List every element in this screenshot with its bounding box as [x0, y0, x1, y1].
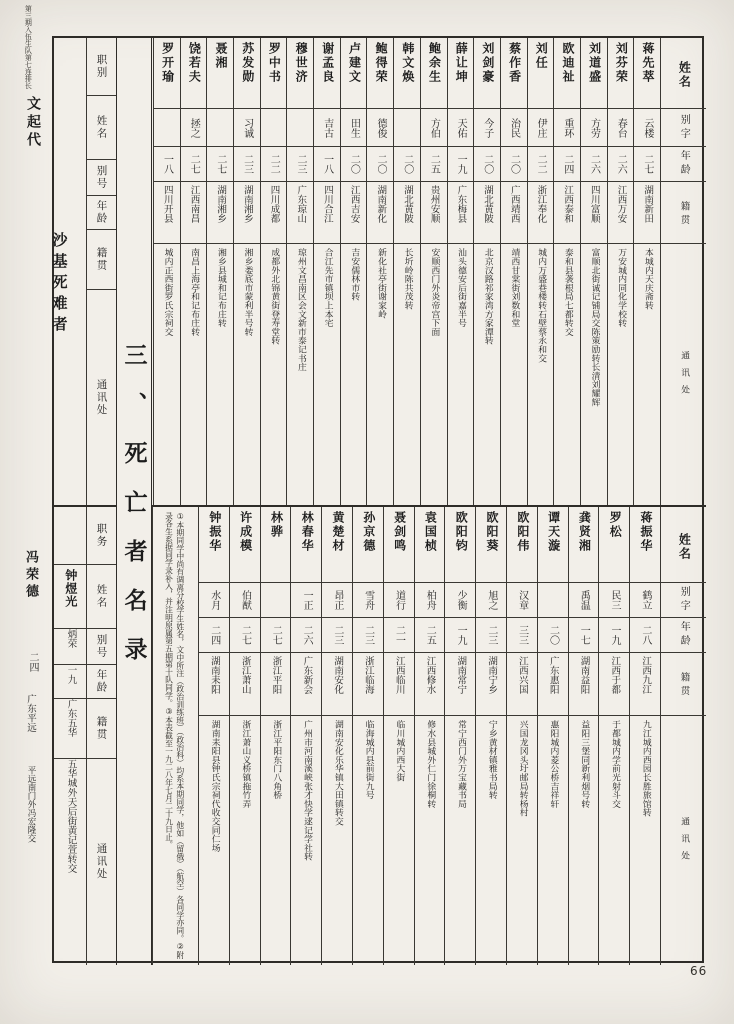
- header-address: 通讯处: [95, 378, 108, 417]
- person-name-cell: 苏发勋: [234, 38, 260, 109]
- person-origin-cell: 广西靖西: [501, 182, 527, 244]
- section-title: 三、死亡者名录: [116, 38, 152, 965]
- header-name: 姓名: [87, 565, 116, 629]
- person-age-cell: 二七: [181, 147, 207, 182]
- person-name-cell: 卢建文: [341, 38, 367, 109]
- person-origin-cell: 四川富顺: [581, 182, 607, 244]
- person-address-cell: 富顺北街诚记铺局交陈策励转长清刘耀辉: [589, 248, 600, 407]
- person-name-cell: 林骅: [261, 507, 291, 583]
- person-name-cell: 饶若夫: [181, 38, 207, 109]
- person-column: [206, 38, 233, 505]
- person-address-cell: 惠阳城内菱公桥吉祥轩: [548, 720, 559, 808]
- person-origin-cell: 广东惠阳: [538, 653, 568, 716]
- person-origin-cell: 湖南湘乡: [207, 182, 233, 244]
- mini-data-column: [54, 38, 86, 505]
- header-age: 年龄: [87, 665, 116, 699]
- person-alias-cell: 今子: [474, 109, 500, 147]
- person-age-cell: 一九: [54, 665, 86, 699]
- person-origin-cell: 江西泰和: [554, 182, 580, 244]
- person-name-cell: 罗松: [599, 507, 629, 583]
- margin-person-address: 平远南门外冯宏隆交: [26, 766, 37, 843]
- header-name: 姓名: [661, 38, 706, 109]
- header-name: 姓名: [87, 96, 116, 160]
- person-age-cell: 二三: [353, 618, 383, 653]
- person-column: [447, 38, 474, 505]
- person-column: [393, 38, 420, 505]
- person-origin-cell: 江西于都: [599, 653, 629, 716]
- person-name-cell: 欧阳葵: [476, 507, 506, 583]
- person-column: [580, 38, 607, 505]
- person-origin-cell: 江西万安: [608, 182, 634, 244]
- person-alias-cell: 德俊: [367, 109, 393, 147]
- person-address-cell: 修水县城外仁门徐桐转: [425, 720, 436, 808]
- person-origin-cell: 江西兴国: [507, 653, 537, 716]
- person-age-cell: 二六: [608, 147, 634, 182]
- page-number: 66: [690, 964, 708, 978]
- person-address-cell: 靖西甘棠街刘数和堂: [509, 248, 520, 328]
- person-column: [233, 38, 260, 505]
- header-origin: 籍贯: [661, 182, 706, 244]
- person-alias-cell: [261, 109, 287, 147]
- person-origin-cell: 浙江临海: [353, 653, 383, 716]
- person-alias-cell: 水月: [199, 583, 229, 618]
- person-alias-cell: 旭之: [476, 583, 506, 618]
- person-address-cell: 湖南安化乐华镇大田镇转交: [332, 720, 343, 826]
- header-name: 姓名: [661, 507, 706, 583]
- person-age-cell: 二二: [528, 147, 554, 182]
- person-alias-cell: 田生: [341, 109, 367, 147]
- person-column: [352, 507, 383, 965]
- person-column: [553, 38, 580, 505]
- person-alias-cell: 习诚: [234, 109, 260, 147]
- person-column: [506, 507, 537, 965]
- person-name-cell: 鲍余生: [421, 38, 447, 109]
- person-column: [260, 507, 291, 965]
- person-alias-cell: 鹤立: [630, 583, 660, 618]
- person-alias-cell: [207, 109, 233, 147]
- person-origin-cell: 浙江萧山: [230, 653, 260, 716]
- person-address-cell: 本城内天庆斋转: [642, 248, 653, 310]
- person-age-cell: 一八: [154, 147, 180, 182]
- person-alias-cell: 炳荣: [54, 629, 86, 665]
- person-age-cell: 二三: [476, 618, 506, 653]
- header-age: 年龄: [661, 147, 706, 182]
- person-name-cell: 聂湘: [207, 38, 233, 109]
- person-origin-cell: 湖南耒阳: [199, 653, 229, 716]
- person-origin-cell: 四川开县: [154, 182, 180, 244]
- person-alias-cell: 拯之: [181, 109, 207, 147]
- roster-header-column: [660, 507, 706, 965]
- person-age-cell: 二〇: [394, 147, 420, 182]
- person-alias-cell: 吉古: [314, 109, 340, 147]
- person-column: [444, 507, 475, 965]
- person-column: [633, 38, 660, 505]
- shaji-group-table: [54, 38, 116, 507]
- person-column: [313, 38, 340, 505]
- person-column: [180, 38, 207, 505]
- person-origin-cell: 湖南常宁: [445, 653, 475, 716]
- margin-person-name: 文起代: [25, 96, 41, 150]
- person-origin-cell: 江西九江: [630, 653, 660, 716]
- person-address-cell: 城内正西街罗氏宗祠交: [162, 248, 173, 336]
- person-age-cell: 二四: [554, 147, 580, 182]
- margin-person-origin: 广东平远: [24, 694, 36, 732]
- person-address-cell: 成都外北锦黄街登寿堂转: [269, 248, 280, 345]
- person-address-cell: 泰和县袭根局七都转交: [562, 248, 573, 336]
- person-name-cell: 穆世济: [287, 38, 313, 109]
- header-origin: 籍贯: [661, 653, 706, 716]
- person-column: [321, 507, 352, 965]
- person-alias-cell: 道行: [384, 583, 414, 618]
- person-origin-cell: 四川合江: [314, 182, 340, 244]
- person-name-cell: 谭天漩: [538, 507, 568, 583]
- person-address-cell: 城内万盛巷楼转石壁蔡永和交: [536, 248, 547, 363]
- header-address: 通讯处: [679, 817, 690, 868]
- person-name-cell: 孙京德: [353, 507, 383, 583]
- person-origin-cell: 湖南安化: [322, 653, 352, 716]
- person-origin-cell: 广东琼山: [287, 182, 313, 244]
- person-column: [366, 38, 393, 505]
- person-origin-cell: 浙江平阳: [261, 653, 291, 716]
- footnote-column: [152, 507, 198, 965]
- person-age-cell: 二三: [234, 147, 260, 182]
- person-column: [537, 507, 568, 965]
- person-alias-cell: 云楼: [634, 109, 660, 147]
- group-label: 沙基死难者: [52, 231, 88, 333]
- header-address: 通讯处: [95, 843, 108, 881]
- person-alias-cell: 民三: [599, 583, 629, 618]
- person-name-cell: 黄楚材: [322, 507, 352, 583]
- person-age-cell: 二八: [630, 618, 660, 653]
- person-alias-cell: 伯猷: [230, 583, 260, 618]
- person-age-cell: 二〇: [341, 147, 367, 182]
- roster-table-bottom: [198, 507, 706, 965]
- margin-person-name: 冯荣德: [23, 550, 38, 601]
- person-age-cell: 二七: [261, 618, 291, 653]
- person-column: [260, 38, 287, 505]
- person-address-cell: 汕头德安后街嘉半号: [456, 248, 467, 328]
- person-address-cell: 安顺西门外炎帝宫下面: [429, 248, 440, 336]
- person-name-cell: 韩文焕: [394, 38, 420, 109]
- person-address-cell: 浙江萧山义桥镇拖竹弄: [240, 720, 251, 808]
- person-name-cell: 蒋先萃: [634, 38, 660, 109]
- person-address-cell: 吉安儒林市转: [349, 248, 360, 301]
- person-name-cell: 刘剑豪: [474, 38, 500, 109]
- person-origin-cell: 江西临川: [384, 653, 414, 716]
- mini-header-column: [86, 38, 116, 505]
- person-name-cell: 谢孟良: [314, 38, 340, 109]
- person-address-cell: 于都城内学前光射斗交: [610, 720, 621, 808]
- person-age-cell: 一九: [445, 618, 475, 653]
- person-alias-cell: 汉章: [507, 583, 537, 618]
- person-age-cell: 二〇: [538, 618, 568, 653]
- person-alias-cell: 伊庄: [528, 109, 554, 147]
- person-address-cell: 广州市河南溪峡张才快学逑记学社转: [302, 720, 313, 861]
- header-alias: 别号: [87, 629, 116, 665]
- person-column: [629, 507, 660, 965]
- person-age-cell: 一八: [314, 147, 340, 182]
- person-address-cell: 临海城内县前街九号: [363, 720, 374, 800]
- person-name-cell: 钟振华: [199, 507, 229, 583]
- person-age-cell: 二〇: [367, 147, 393, 182]
- header-origin: 籍贯: [87, 699, 116, 759]
- margin-unit-note: 第三期入伍生队第七连排长: [24, 5, 33, 89]
- person-column: [229, 507, 260, 965]
- person-address-cell: 临川城内西大街: [394, 720, 405, 782]
- person-address-cell: 宁乡黄材镇雅书局转: [486, 720, 497, 800]
- person-name-cell: 钟煜光: [54, 565, 86, 629]
- person-age-cell: 二〇: [474, 147, 500, 182]
- person-age-cell: 二五: [415, 618, 445, 653]
- person-origin-cell: 湖北黄陂: [394, 182, 420, 244]
- person-name-cell: 蔡作香: [501, 38, 527, 109]
- person-alias-cell: 方伯: [421, 109, 447, 147]
- person-origin-cell: 湖南新化: [367, 182, 393, 244]
- person-column: [198, 507, 229, 965]
- person-age-cell: 二一: [384, 618, 414, 653]
- person-origin-cell: 四川成都: [261, 182, 287, 244]
- person-age-cell: 一九: [599, 618, 629, 653]
- person-column: [290, 507, 321, 965]
- roster-header-column: [660, 38, 706, 505]
- person-alias-cell: [287, 109, 313, 147]
- person-alias-cell: 一正: [291, 583, 321, 618]
- person-alias-cell: 治民: [501, 109, 527, 147]
- person-column: [286, 38, 313, 505]
- person-name-cell: 欧阳伟: [507, 507, 537, 583]
- person-origin-cell: 湖南新田: [634, 182, 660, 244]
- person-column: [527, 38, 554, 505]
- person-alias-cell: 重环: [554, 109, 580, 147]
- person-address-cell: 长圻岭陈共茂转: [402, 248, 413, 310]
- person-name-cell: 罗开瑜: [154, 38, 180, 109]
- person-address-cell: 浙江平阳东门八角桥: [271, 720, 282, 800]
- person-column: [420, 38, 447, 505]
- person-name-cell: 欧迪祉: [554, 38, 580, 109]
- person-origin-cell: 广东新会: [291, 653, 321, 716]
- person-alias-cell: [154, 109, 180, 147]
- person-alias-cell: 春台: [608, 109, 634, 147]
- person-name-cell: 袁国桢: [415, 507, 445, 583]
- person-alias-cell: 柏舟: [415, 583, 445, 618]
- mini-header-column: [86, 507, 116, 965]
- person-origin-cell: 贵州安顺: [421, 182, 447, 244]
- person-origin-cell: 广东五华: [54, 699, 86, 759]
- person-alias-cell: 昂正: [322, 583, 352, 618]
- mini-data-column: [54, 507, 86, 965]
- person-address-cell: 益阳三堡同新利烟号转: [579, 720, 590, 808]
- person-address-cell: 南昌上海亭和记布庄转: [189, 248, 200, 336]
- person-origin-cell: 湖南湘乡: [234, 182, 260, 244]
- person-name-cell: 蒋振华: [630, 507, 660, 583]
- header-duty: 职别: [87, 38, 116, 96]
- person-age-cell: 二三: [287, 147, 313, 182]
- person-name-cell: 欧阳钧: [445, 507, 475, 583]
- person-name-cell: 许成模: [230, 507, 260, 583]
- header-origin: 籍贯: [87, 230, 116, 290]
- person-duty-cell: [54, 507, 86, 565]
- person-age-cell: 一九: [448, 147, 474, 182]
- person-name-cell: 刘任: [528, 38, 554, 109]
- person-alias-cell: 方劳: [581, 109, 607, 147]
- person-origin-cell: 浙江奉化: [528, 182, 554, 244]
- person-origin-cell: 湖南宁乡: [476, 653, 506, 716]
- person-address-cell: 北京汉路祁家湾方家潭转: [482, 248, 493, 345]
- person-age-cell: 三三: [507, 618, 537, 653]
- header-alias: 别字: [661, 109, 706, 147]
- person-column: [383, 507, 414, 965]
- person-age-cell: 二二: [261, 147, 287, 182]
- person-age-cell: 二三: [322, 618, 352, 653]
- header-address: 通讯处: [679, 351, 690, 402]
- margin-person-age: 二四: [27, 652, 38, 672]
- header-duty: 职务: [87, 507, 116, 565]
- person-address-cell: 琼州文昌南区会文新市泰记书庄: [295, 248, 306, 372]
- person-column: [340, 38, 367, 505]
- person-alias-cell: 禹温: [569, 583, 599, 618]
- person-origin-cell: 广东梅县: [448, 182, 474, 244]
- person-address-cell: 兴国龙冈头圩邮局转杨村: [517, 720, 528, 817]
- person-address-cell: 万安城内同化学校转: [616, 248, 627, 328]
- person-address-cell: 五华城外天后街黄记萱转交: [65, 759, 77, 873]
- left-person-table: [54, 507, 116, 965]
- roster-table-frame: [52, 36, 704, 963]
- person-age-cell: 二四: [199, 618, 229, 653]
- person-name-cell: 龚贤湘: [569, 507, 599, 583]
- header-age: 年龄: [661, 618, 706, 653]
- person-alias-cell: 雪舟: [353, 583, 383, 618]
- header-age: 年龄: [87, 196, 116, 230]
- person-address-cell: 湖南耒阳县钟氏宗祠代收交同仁场: [209, 720, 220, 852]
- person-age-cell: 二〇: [501, 147, 527, 182]
- person-origin-cell: 江西修水: [415, 653, 445, 716]
- person-column: [473, 38, 500, 505]
- person-column: [475, 507, 506, 965]
- person-age-cell: 二六: [581, 147, 607, 182]
- person-name-cell: 聂剑鸣: [384, 507, 414, 583]
- person-alias-cell: 天佑: [448, 109, 474, 147]
- person-origin-cell: 湖北黄陂: [474, 182, 500, 244]
- person-name-cell: 林春华: [291, 507, 321, 583]
- footnote-text: ①本期同学中尚有调离分校学生姓名，文中所注（政治训练班）（政治科）均系本期同学，他如（留俄）（航空）各同学亦同。②附录各生系据同学录补入，并注明原属第五期第十队同学。③本表截至一九二八年七月二十九日止。: [164, 512, 185, 959]
- header-alias: 别字: [661, 583, 706, 618]
- person-column: [607, 38, 634, 505]
- person-age-cell: 一七: [569, 618, 599, 653]
- person-name-cell: 刘道盛: [581, 38, 607, 109]
- person-alias-cell: [538, 583, 568, 618]
- person-column: [153, 38, 180, 505]
- person-name-cell: 刘芬荣: [608, 38, 634, 109]
- person-address-cell: 九江城内西园长胜旅馆转: [640, 720, 651, 817]
- roster-table-top: [152, 38, 706, 507]
- person-alias-cell: [394, 109, 420, 147]
- person-alias-cell: [261, 583, 291, 618]
- person-age-cell: 二七: [230, 618, 260, 653]
- person-column: [568, 507, 599, 965]
- person-column: [598, 507, 629, 965]
- person-origin-cell: 湖南益阳: [569, 653, 599, 716]
- person-name-cell: 罗中书: [261, 38, 287, 109]
- person-column: [500, 38, 527, 505]
- person-address-cell: 湘乡娄底市蒙利半号转: [242, 248, 253, 336]
- person-column: [414, 507, 445, 965]
- person-origin-cell: 江西南昌: [181, 182, 207, 244]
- person-name-cell: 薛让坤: [448, 38, 474, 109]
- header-alias: 别号: [87, 160, 116, 196]
- person-age-cell: 二七: [634, 147, 660, 182]
- person-origin-cell: 江西吉安: [341, 182, 367, 244]
- person-age-cell: 二五: [421, 147, 447, 182]
- person-age-cell: 二六: [291, 618, 321, 653]
- person-alias-cell: 少衡: [445, 583, 475, 618]
- person-name-cell: 鲍得荣: [367, 38, 393, 109]
- person-address-cell: 常宁西门外万宝藏书局: [456, 720, 467, 808]
- person-address-cell: 湘乡县城和记布庄转: [215, 248, 226, 328]
- person-age-cell: 二七: [207, 147, 233, 182]
- person-address-cell: 合江先市镇坝上本宅: [322, 248, 333, 328]
- person-address-cell: 新化社亭街谢家岭: [375, 248, 386, 319]
